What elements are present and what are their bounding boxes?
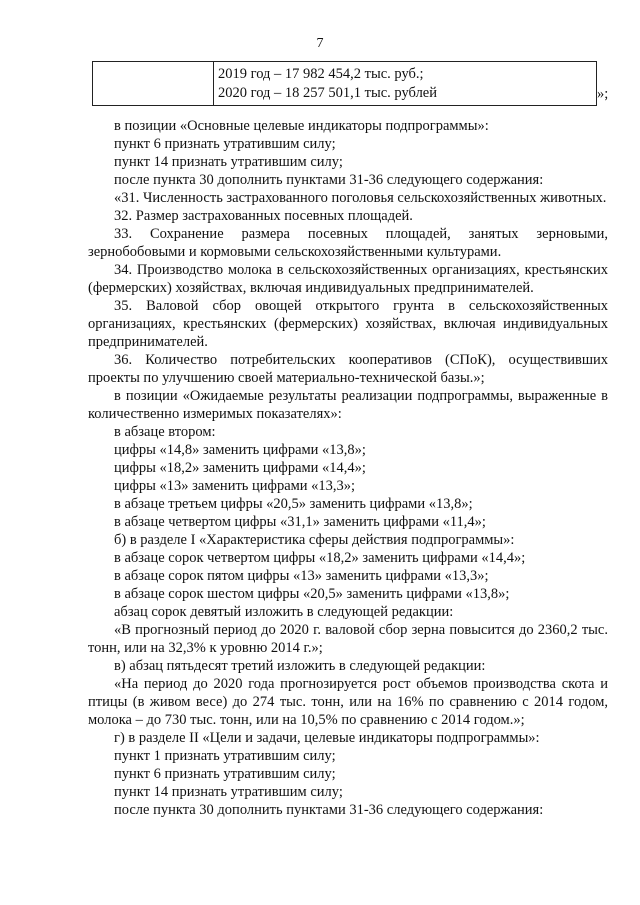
paragraph: «31. Численность застрахованного поголовья сельскохозяйственных животных. (114, 190, 607, 206)
table-line-2020: 2020 год – 18 257 501,1 тыс. рублей (218, 85, 438, 101)
budget-table (92, 61, 597, 106)
paragraph: цифры «14,8» заменить цифрами «13,8»; (114, 442, 366, 458)
paragraph: пункт 6 признать утратившим силу; (114, 136, 336, 152)
paragraph: 33. Сохранение размера посевных площадей, занятых зерновыми, зернобобовыми и кормовыми сельскохозяйственными культурами. (88, 226, 608, 260)
paragraph: в абзаце сорок пятом цифры «13» заменить цифрами «13,3»; (114, 568, 489, 584)
paragraph: г) в разделе II «Цели и задачи, целевые индикаторы подпрограммы»: (114, 730, 540, 746)
paragraph: после пункта 30 дополнить пунктами 31-36 следующего содержания: (114, 802, 544, 818)
paragraph: пункт 14 признать утратившим силу; (114, 154, 343, 170)
paragraph: пункт 1 признать утратившим силу; (114, 748, 336, 764)
paragraph: в позиции «Основные целевые индикаторы подпрограммы»: (114, 118, 489, 134)
paragraph: цифры «13» заменить цифрами «13,3»; (114, 478, 356, 494)
paragraph: пункт 14 признать утратившим силу; (114, 784, 343, 800)
table-divider (213, 62, 214, 105)
paragraph: в позиции «Ожидаемые результаты реализации подпрограммы, выраженные в количественно измеримых показателях»: (88, 388, 608, 422)
paragraph: в абзаце четвертом цифры «31,1» заменить цифрами «11,4»; (114, 514, 486, 530)
paragraph: абзац сорок девятый изложить в следующей редакции: (114, 604, 454, 620)
paragraph: в абзаце третьем цифры «20,5» заменить цифрами «13,8»; (114, 496, 473, 512)
paragraph: после пункта 30 дополнить пунктами 31-36 следующего содержания: (114, 172, 544, 188)
paragraph: цифры «18,2» заменить цифрами «14,4»; (114, 460, 366, 476)
paragraph: в абзаце втором: (114, 424, 216, 440)
paragraph: 35. Валовой сбор овощей открытого грунта в сельскохозяйственных организациях, крестьянских (фермерских) хозяйствах, включая индивидуальных предпринимателей. (88, 298, 608, 350)
paragraph: пункт 6 признать утратившим силу; (114, 766, 336, 782)
paragraph: в абзаце сорок четвертом цифры «18,2» заменить цифрами «14,4»; (114, 550, 526, 566)
paragraph: 32. Размер застрахованных посевных площадей. (114, 208, 413, 224)
paragraph: в абзаце сорок шестом цифры «20,5» заменить цифрами «13,8»; (114, 586, 510, 602)
table-line-2019: 2019 год – 17 982 454,2 тыс. руб.; (218, 66, 424, 82)
paragraph: б) в разделе I «Характеристика сферы действия подпрограммы»: (114, 532, 515, 548)
paragraph: в) абзац пятьдесят третий изложить в следующей редакции: (114, 658, 486, 674)
document-body (88, 117, 608, 819)
paragraph: 36. Количество потребительских кооперативов (СПоК), осуществивших проекты по улучшению своей материально-технической базы.»; (88, 352, 608, 386)
table-closing-quote: »; (597, 86, 609, 102)
paragraph: «В прогнозный период до 2020 г. валовой сбор зерна повысится до 2360,2 тыс. тонн, или на 32,3% к уровню 2014 г.»; (88, 622, 608, 656)
paragraph: 34. Производство молока в сельскохозяйственных организациях, крестьянских (фермерских) хозяйствах, включая индивидуальных предпринимателей. (88, 262, 608, 296)
paragraph: «На период до 2020 года прогнозируется рост объемов производства скота и птицы (в живом весе) до 274 тыс. тонн, или на 16% по сравнению с 2014 годом, молока – до 730 тыс. тонн, или на 10,5% по сравнению с 2014 годом.»; (88, 676, 608, 728)
page-number: 7 (316, 36, 324, 51)
